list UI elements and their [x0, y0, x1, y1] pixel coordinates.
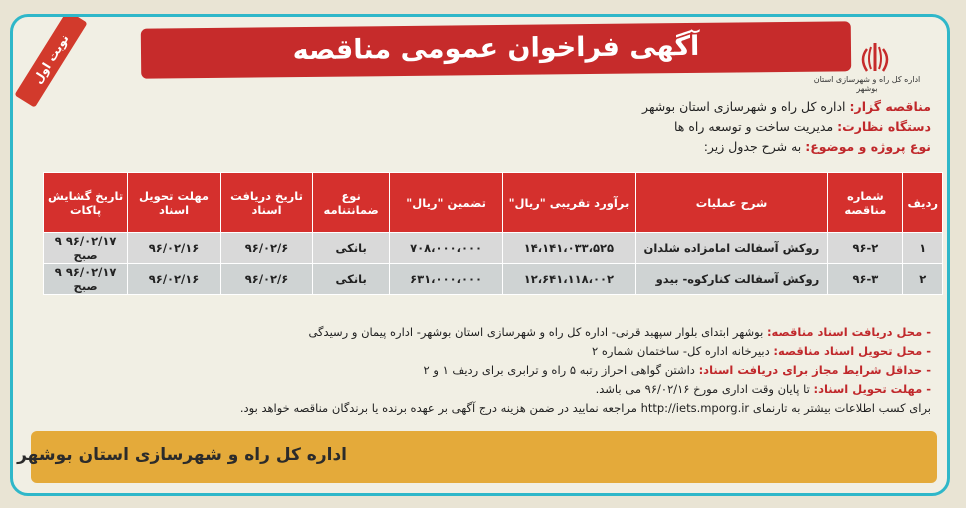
note-line: [31, 380, 931, 399]
project-value: به شرح جدول زیر:: [703, 139, 802, 154]
note-label: - مهلت تحویل اسناد:: [813, 382, 931, 396]
tender-label: مناقصه گزار:: [849, 99, 931, 114]
note-value: تا پایان وقت اداری مورخ ۹۶/۰۲/۱۶ می باشد.: [595, 382, 810, 396]
table-cell: ۹۶/۰۲/۶: [220, 264, 312, 295]
table-cell: ۱۴،۱۴۱،۰۳۳،۵۲۵: [503, 233, 636, 264]
table-cell: ۲: [903, 264, 943, 295]
notes-block: [31, 323, 931, 418]
emblem-icon: [853, 41, 897, 77]
ribbon-badge: نوبت اول: [14, 14, 87, 108]
table-header: برآورد تقریبی "ریال": [503, 173, 636, 233]
note-label: - حداقل شرایط مجاز برای دریافت اسناد:: [698, 363, 931, 377]
title-banner: [141, 21, 851, 78]
note-line: [31, 399, 931, 418]
table-cell: ۹۶/۰۲/۱۶: [128, 264, 221, 295]
logo-caption: اداره کل راه و شهرسازی استان بوشهر: [813, 75, 921, 93]
table-cell: ۹۶-۲: [828, 233, 903, 264]
table-cell: روکش آسفالت امامزاده شلدان: [635, 233, 828, 264]
table-header: شرح عملیات: [635, 173, 828, 233]
note-line: [31, 361, 931, 380]
table-header: مهلت تحویل اسناد: [128, 173, 221, 233]
table-header: تضمین "ریال": [390, 173, 503, 233]
table-cell: بانکی: [313, 264, 390, 295]
table-cell: ۹۶/۰۲/۱۶: [128, 233, 221, 264]
table-header-row: [44, 173, 943, 233]
note-label: - محل تحویل اسناد مناقصه:: [773, 344, 931, 358]
table-cell: ۹۶/۰۲/۶: [220, 233, 312, 264]
table-cell: ۷۰۸،۰۰۰،۰۰۰: [390, 233, 503, 264]
note-value: برای کسب اطلاعات بیشتر به تارنمای http://iets.mporg.ir مراجعه نمایید در ضمن هزینه درج آگهی بر عهده برنده یا برندگان مناقصه خواهد بود.: [239, 401, 931, 415]
table-header: نوع ضمانتنامه: [313, 173, 390, 233]
table-header: تاریخ دریافت اسناد: [220, 173, 312, 233]
table-cell: ۹۶/۰۲/۱۷ ۹ صبح: [44, 233, 128, 264]
supervisor-value: مدیریت ساخت و توسعه راه ها: [674, 119, 834, 134]
notice-title: آگهی فراخوان عمومی مناقصه: [292, 30, 700, 67]
note-value: دبیرخانه اداره کل- ساختمان شماره ۲: [592, 344, 770, 358]
table-header: ردیف: [903, 173, 943, 233]
tender-notice: [10, 14, 950, 496]
supervisor-label: دستگاه نظارت:: [837, 119, 931, 134]
table-cell: ۹۶-۳: [828, 264, 903, 295]
table-cell: بانکی: [313, 233, 390, 264]
note-line: [31, 323, 931, 342]
table-cell: ۹۶/۰۲/۱۷ ۹ صبح: [44, 264, 128, 295]
table-cell: ۶۳۱،۰۰۰،۰۰۰: [390, 264, 503, 295]
note-line: [31, 342, 931, 361]
table-cell: ۱: [903, 233, 943, 264]
table-row: [44, 264, 943, 295]
table-row: [44, 233, 943, 264]
footer-text: اداره کل راه و شهرسازی استان بوشهر: [17, 445, 347, 465]
table-cell: ۱۲،۶۴۱،۱۱۸،۰۰۲: [503, 264, 636, 295]
tender-value: اداره کل راه و شهرسازی استان بوشهر: [642, 99, 846, 114]
note-label: - محل دریافت اسناد مناقصه:: [766, 325, 931, 339]
footer-banner: [17, 431, 937, 483]
info-project: [331, 139, 931, 154]
table-cell: روکش آسفالت کنارکوه- بیدو: [635, 264, 828, 295]
table-header: تاریخ گشایش پاکات: [44, 173, 128, 233]
project-label: نوع پروژه و موضوع:: [805, 139, 931, 154]
info-supervisor: [331, 119, 931, 134]
note-value: داشتن گواهی احراز رتبه ۵ راه و ترابری برای ردیف ۱ و ۲: [423, 363, 695, 377]
table-header: شماره مناقصه: [828, 173, 903, 233]
tender-table: [43, 172, 943, 295]
info-tender: [331, 99, 931, 114]
note-value: بوشهر ابتدای بلوار سپهبد قرنی- اداره کل راه و شهرسازی استان بوشهر- اداره پیمان و رسیدگی: [308, 325, 764, 339]
